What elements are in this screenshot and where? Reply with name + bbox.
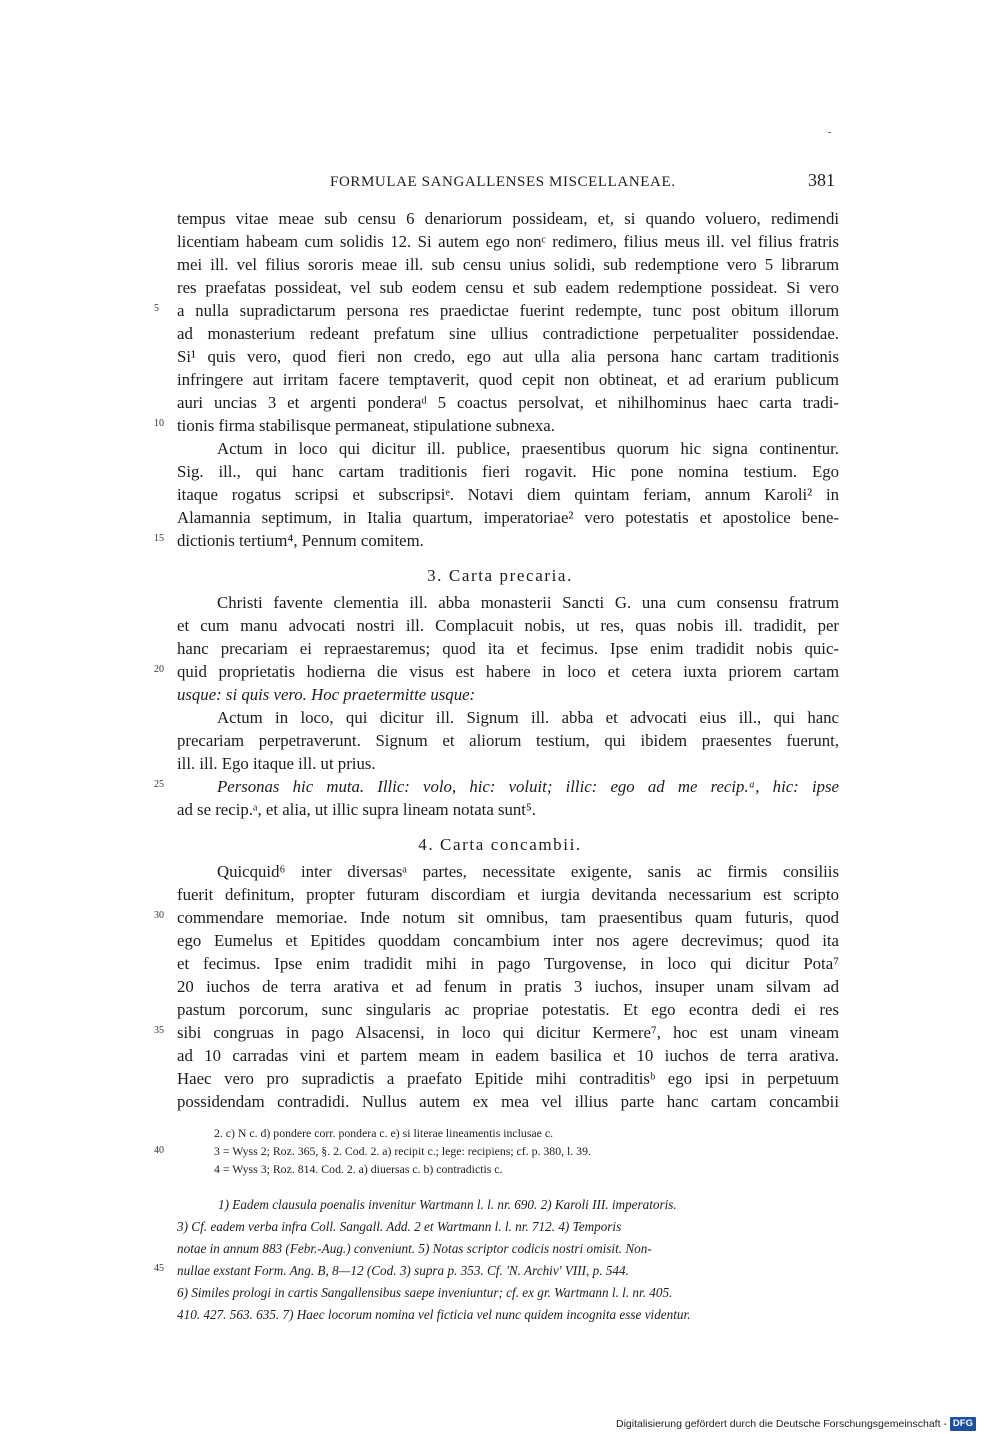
body-line: fuerit definitum, propter futuram discordiam et iurgia devitanda necessarium est scripto xyxy=(177,885,839,904)
body-line: ad monasterium redeant prefatum sine ullius contradictione perpetualiter possidendae. xyxy=(177,324,839,343)
body-line: Christi favente clementia ill. abba monasterii Sancti G. una cum consensu fratrum xyxy=(217,593,839,612)
variant-note: 4 = Wyss 3; Roz. 814. Cod. 2. a) diuersas c. b) contradictis c. xyxy=(214,1162,503,1176)
body-line: Sig. ill., qui hanc cartam traditionis fieri rogavit. Hic pone nomina testium. Ego xyxy=(177,462,839,481)
body-line: Haec vero pro supradictis a praefato Epitide mihi contraditisᵇ ego ipsi in perpetuum xyxy=(177,1069,839,1088)
footnote-line: 1) Eadem clausula poenalis invenitur Wartmann l. l. nr. 690. 2) Karoli III. imperatoris. xyxy=(218,1197,677,1212)
body-line: a nulla supradictarum persona res praedictae fuerint redempte, tunc post obitum illorum xyxy=(177,301,839,320)
line-number: 40 xyxy=(154,1145,164,1156)
variant-note: 2. c) N c. d) pondere corr. pondera c. e) si literae lineamentis inclusae c. xyxy=(214,1126,554,1140)
body-line: sibi congruas in pago Alsacensi, in loco qui dicitur Kermere⁷, hoc est unam vineam xyxy=(177,1023,839,1042)
body-line: possidendam contradidi. Nullus autem ex mea vel illius parte hanc cartam concambii xyxy=(177,1092,839,1111)
line-number: 10 xyxy=(154,418,164,429)
scan-mark xyxy=(828,132,831,133)
body-line: ego Eumelus et Epitides quoddam concambium inter nos agere decrevimus; quod ita xyxy=(177,931,839,950)
footnote-line: notae in annum 883 (Febr.-Aug.) conveniunt. 5) Notas scriptor codicis nostri omisit. Non- xyxy=(177,1241,652,1256)
body-line: quid proprietatis hodierna die visus est habere in loco et cetera iuxta priorem cartam xyxy=(177,662,839,681)
line-number: 15 xyxy=(154,533,164,544)
body-line: ad 10 carradas vini et partem meam in eadem basilica et 10 iuchos de terra arativa. xyxy=(177,1046,839,1065)
body-line: et cum manu advocati nostri ill. Complacuit nobis, ut res, quas nobis ill. tradidit, per xyxy=(177,616,839,635)
body-line: Si¹ quis vero, quod fieri non credo, ego aut ulla alia persona hanc cartam traditionis xyxy=(177,347,839,366)
running-header-title: FORMULAE SANGALLENSES MISCELLANEAE. xyxy=(330,174,676,190)
page-number: 381 xyxy=(808,170,835,190)
line-number: 5 xyxy=(154,303,159,314)
body-line: ad se recip.ᵃ, et alia, ut illic supra lineam notata sunt⁵. xyxy=(177,800,537,819)
variant-note: 3 = Wyss 2; Roz. 365, §. 2. Cod. 2. a) recipit c.; lege: recipiens; cf. p. 380, l. 39. xyxy=(214,1144,591,1158)
line-number: 20 xyxy=(154,664,164,675)
body-line: Actum in loco qui dicitur ill. publice, praesentibus quorum hic signa continentur. xyxy=(217,439,839,458)
body-line: infringere aut irritam facere temptaverit, quod cepit non obtineat, et ad erarium publicum xyxy=(177,370,839,389)
body-line: 20 iuchos de terra arativa et ad fenum in pratis 3 iuchos, insuper unam silvam ad xyxy=(177,977,839,996)
footnote-line: 410. 427. 563. 635. 7) Haec locorum nomina vel ficticia vel nunc quidem incognita esse videntur. xyxy=(177,1307,691,1322)
body-line: auri uncias 3 et argenti ponderaᵈ 5 coactus persolvat, et nihilhominus haec carta tradi- xyxy=(177,393,839,412)
line-number: 25 xyxy=(154,779,164,790)
body-line: dictionis tertium⁴, Pennum comitem. xyxy=(177,531,424,550)
body-line: commendare memoriae. Inde notum sit omnibus, tam praesentibus quam futuris, quod xyxy=(177,908,839,927)
body-line: hanc precariam ei repraestaremus; quod ita et fecimus. Ipse enim tradidit nobis quic- xyxy=(177,639,839,658)
footnote-line: 3) Cf. eadem verba infra Coll. Sangall. Add. 2 et Wartmann l. l. nr. 712. 4) Temporis xyxy=(177,1219,622,1234)
body-line: usque: si quis vero. Hoc praetermitte usque: xyxy=(177,685,476,704)
footnote-line: 6) Similes prologi in cartis Sangallensibus saepe inveniuntur; cf. ex gr. Wartmann l. l. nr. 405. xyxy=(177,1285,673,1300)
body-line: res praefatas possideat, vel sub eodem censu et sub eadem redemptione possideat. Si vero xyxy=(177,278,839,297)
section-heading: 3. Carta precaria. xyxy=(427,566,573,585)
line-number: 35 xyxy=(154,1025,164,1036)
body-line: Personas hic muta. Illic: volo, hic: voluit; illic: ego ad me recip.ᵃ, hic: ipse xyxy=(217,777,839,796)
line-number: 45 xyxy=(154,1263,164,1274)
body-line: mei ill. vel filius sororis meae ill. sub censu unius solidi, sub redemptione vero 5 librarum xyxy=(177,255,839,274)
body-line: tionis firma stabilisque permaneat, stipulatione subnexa. xyxy=(177,416,555,435)
funding-banner xyxy=(616,1415,1000,1434)
section-heading: 4. Carta concambii. xyxy=(418,835,582,854)
body-line: Quicquid⁶ inter diversasᵃ partes, necessitate exigente, sanis ac firmis consiliis xyxy=(217,862,839,881)
body-line: itaque rogatus scripsi et subscripsiᵉ. Notavi diem quintam feriam, annum Karoli² in xyxy=(177,485,839,504)
body-line: licentiam habeam cum solidis 12. Si autem ego nonᶜ redimero, filius meus ill. vel filius fratris xyxy=(177,232,839,251)
line-number: 30 xyxy=(154,910,164,921)
dfg-logo: DFG xyxy=(950,1417,976,1431)
body-line: tempus vitae meae sub censu 6 denariorum possideam, et, si quando voluero, redimendi xyxy=(177,209,839,228)
body-line: ill. ill. Ego itaque ill. ut prius. xyxy=(177,754,376,773)
funding-text: Digitalisierung gefördert durch die Deutsche Forschungsgemeinschaft - xyxy=(616,1418,947,1430)
body-line: et fecimus. Ipse enim tradidit mihi in pago Turgovense, in loco qui dicitur Pota⁷ xyxy=(177,954,839,973)
body-line: Alamannia septimum, in Italia quartum, imperatoriae² vero potestatis et apostolice bene- xyxy=(177,508,839,527)
body-line: Actum in loco, qui dicitur ill. Signum ill. abba et advocati eius ill., qui hanc xyxy=(217,708,839,727)
footnote-line: nullae exstant Form. Ang. B, 8—12 (Cod. 3) supra p. 353. Cf. 'N. Archiv' VIII, p. 544. xyxy=(177,1263,629,1278)
body-line: precariam perpetraverunt. Signum et aliorum testium, qui ibidem praesentes fuerunt, xyxy=(177,731,839,750)
body-line: pastum porcorum, sunc singularis ac propriae potestatis. Et ego econtra dedi ei res xyxy=(177,1000,839,1019)
